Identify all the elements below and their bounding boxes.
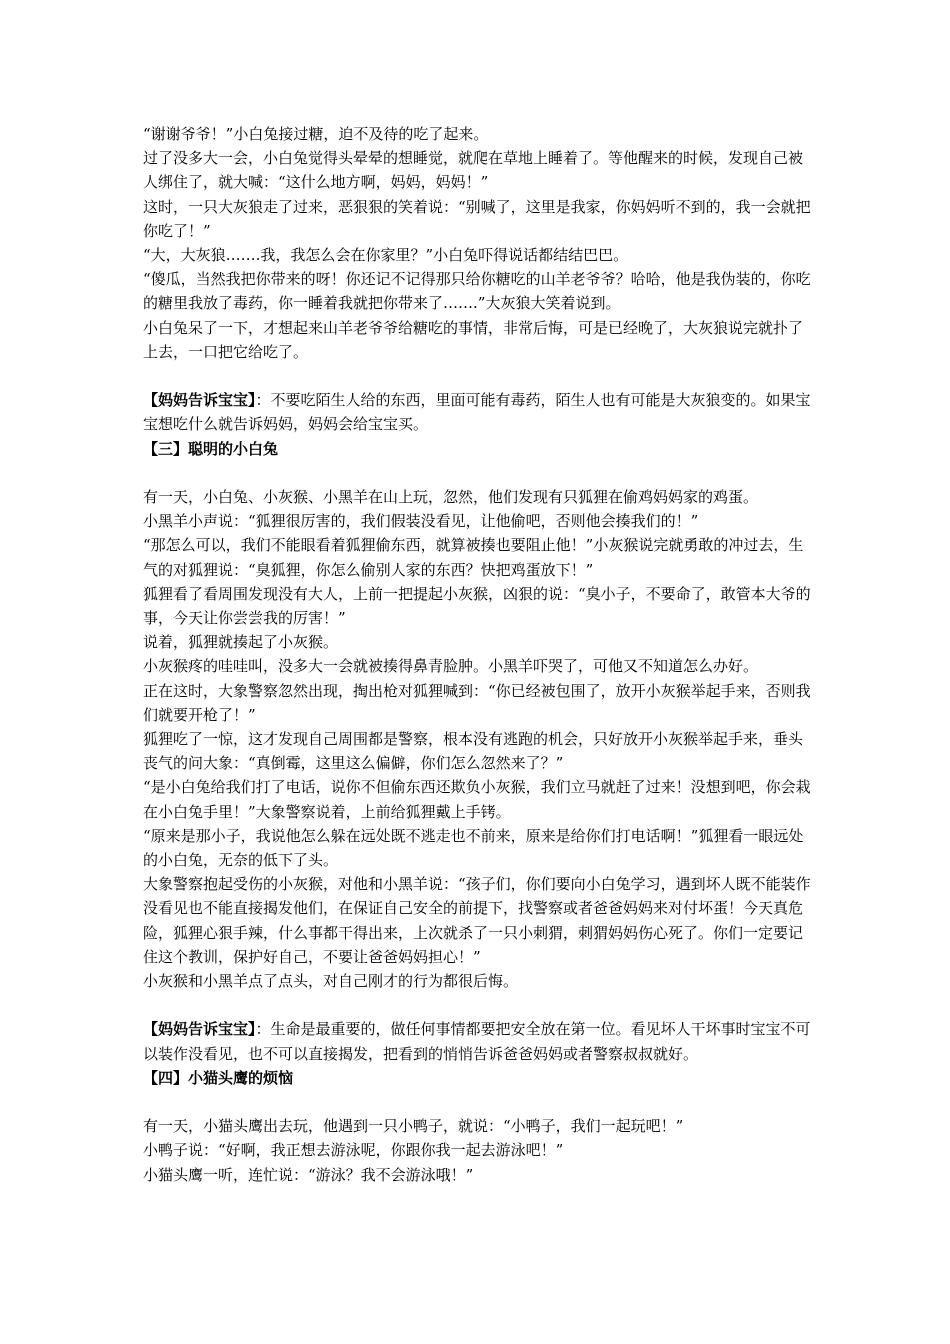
- blank-line: [143, 993, 813, 1017]
- paragraph: 有一天，小猫头鹰出去玩，他遇到一只小鸭子，就说：“小鸭子，我们一起玩吧！”: [143, 1117, 684, 1136]
- moral-text: ：生命是最重要的，做任何事情都要把安全放在第一位。看见坏人干坏事时宝宝不可以装作没看见，也不可以直接揭发，把看到的悄悄告诉爸爸妈妈或者警察叔叔就好。: [143, 1020, 811, 1063]
- paragraph: 小灰猴和小黑羊点了点头，对自己刚才的行为都很后悔。: [143, 972, 519, 991]
- moral-paragraph: [143, 388, 813, 436]
- blank-line: [143, 364, 813, 388]
- moral-text: ：不要吃陌生人给的东西，里面可能有毒药，陌生人也有可能是大灰狼变的。如果宝宝想吃什么就告诉妈妈，妈妈会给宝宝买。: [143, 391, 811, 434]
- paragraph: 小鸭子说：“好啊，我正想去游泳呢，你跟你我一起去游泳吧！”: [143, 1141, 564, 1160]
- moral-lead: 【妈妈告诉宝宝】: [143, 391, 256, 410]
- paragraph: 小黑羊小声说：“狐狸很厉害的，我们假装没看见，让他偷吧，否则他会揍我们的！”: [143, 512, 699, 531]
- paragraph: 这时，一只大灰狼走了过来，恶狠狠的笑着说：“别喊了，这里是我家，你妈妈听不到的，我一会就把你吃了！”: [143, 197, 811, 240]
- paragraph: 小猫头鹰一听，连忙说：“游泳？我不会游泳哦！”: [143, 1165, 474, 1184]
- paragraph: 狐狸看了看周围发现没有大人，上前一把提起小灰猴，凶狠的说：“臭小子，不要命了，敢管本大爷的事，今天让你尝尝我的厉害！”: [143, 584, 811, 628]
- paragraph: 小白兔呆了一下，才想起来山羊老爷爷给糖吃的事情，非常后悔，可是已经晚了，大灰狼说完就扑了上去，一口把它给吃了。: [143, 318, 804, 361]
- paragraph: 正在这时，大象警察忽然出现，掏出枪对狐狸喊到：“你已经被包围了，放开小灰猴举起手来，否则我们就要开枪了！”: [143, 681, 811, 724]
- paragraph: 过了没多大一会，小白兔觉得头晕晕的想睡觉，就爬在草地上睡着了。等他醒来的时候，发现自己被人绑住了，就大喊：“这什么地方啊，妈妈，妈妈！”: [143, 149, 804, 192]
- moral-lead: 【妈妈告诉宝宝】: [143, 1020, 256, 1039]
- story-heading: 【四】小猫头鹰的烦恼: [143, 1068, 294, 1087]
- document-body: [143, 122, 813, 1187]
- paragraph: 有一天，小白兔、小灰猴、小黑羊在山上玩，忽然，他们发现有只狐狸在偷鸡妈妈家的鸡蛋。: [143, 488, 759, 507]
- blank-line: [143, 1090, 813, 1114]
- paragraph: “傻瓜，当然我把你带来的呀！你还记不记得那只给你糖吃的山羊老爷爷？哈哈，他是我伪装的，你吃的糖里我放了毒药，你一睡着我就把你带来了…….”大灰狼大笑着说到。: [143, 270, 811, 313]
- paragraph: “原来是那小子，我说他怎么躲在远处既不逃走也不前来，原来是给你们打电话啊！”狐狸看一眼远处的小白兔，无奈的低下了头。: [143, 826, 804, 870]
- paragraph: “大，大灰狼…….我，我怎么会在你家里？”小白兔吓得说话都结结巴巴。: [143, 246, 629, 265]
- moral-paragraph: [143, 1017, 813, 1065]
- paragraph: 大象警察抱起受伤的小灰猴，对他和小黑羊说：“孩子们，你们要向小白兔学习，遇到坏人既不能装作没看见也不能直接揭发他们，在保证自己安全的前提下，找警察或者爸爸妈妈来对付坏蛋！今天真危险，狐狸心狠手辣，什么事都干得出来，上次就杀了一只小刺猬，刺猬妈妈伤心死了。你们一定要记住这个教训，保护好自己，不要让爸爸妈妈担心！”: [143, 875, 811, 966]
- paragraph: “是小白兔给我们打了电话，说你不但偷东西还欺负小灰猴，我们立马就赶了过来！没想到吧，你会栽在小白兔手里！”大象警察说着，上前给狐狸戴上手铐。: [143, 778, 811, 821]
- paragraph: 小灰猴疼的哇哇叫，没多大一会就被揍得鼻青脸肿。小黑羊吓哭了，可他又不知道怎么办好。: [143, 657, 759, 676]
- paragraph: “谢谢爷爷！”小白兔接过糖，迫不及待的吃了起来。: [143, 125, 489, 143]
- paragraph: 说着，狐狸就揍起了小灰猴。: [143, 633, 339, 652]
- story-heading: 【三】聪明的小白兔: [143, 439, 279, 458]
- paragraph: “那怎么可以，我们不能眼看着狐狸偷东西，就算被揍也要阻止他！”小灰猴说完就勇敢的冲过去，生气的对狐狸说：“臭狐狸，你怎么偷别人家的东西？快把鸡蛋放下！”: [143, 536, 804, 579]
- paragraph: 狐狸吃了一惊，这才发现自己周围都是警察，根本没有逃跑的机会，只好放开小灰猴举起手来，垂头丧气的问大象：“真倒霉，这里这么偏僻，你们怎么忽然来了？”: [143, 730, 804, 773]
- blank-line: [143, 461, 813, 485]
